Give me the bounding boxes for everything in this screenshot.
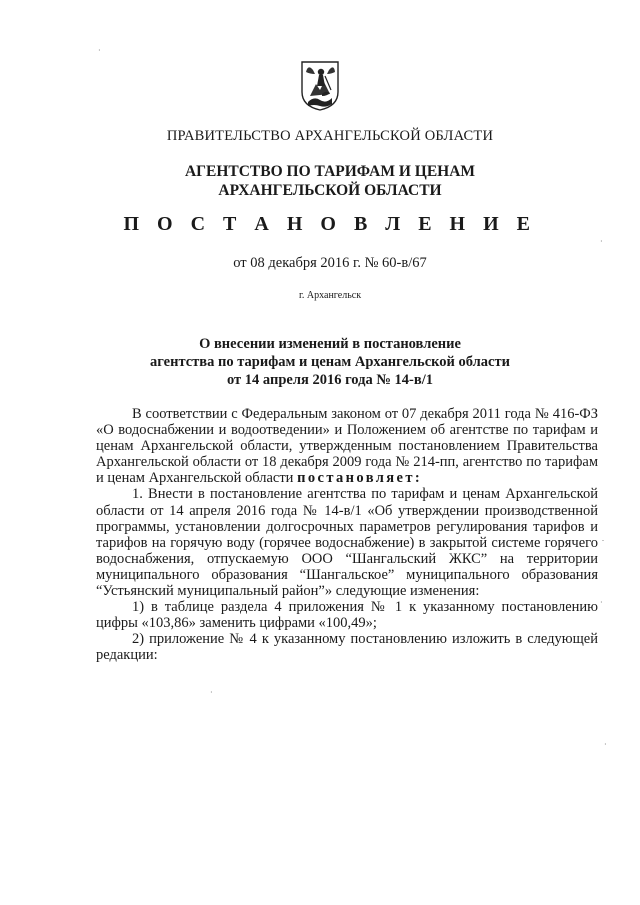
body-paragraph-preamble [96, 406, 598, 486]
scan-speck: . [602, 534, 604, 543]
body-paragraph-item-1: 1. Внести в постановление агентства по тарифам и ценам Архангельской области от 14 апреля 2016 года № 14-в/1 «Об утверждении производственной программы, установлении долгосрочных параметров регулирования тарифов и тарифов на горячую воду (горячее водоснабжение) в закрытой системе горячего водоснабжения, отпускаемую ООО “Шангальский ЖКС” на территории муниципального образования “Шангальское” муниципального образования “Устьянский муниципальный район”» следующие изменения: [96, 486, 598, 600]
subject-line1: О внесении изменений в постановление [199, 336, 461, 352]
subject-line3: от 14 апреля 2016 года № 14-в/1 [227, 372, 433, 388]
government-name: ПРАВИТЕЛЬСТВО АРХАНГЕЛЬСКОЙ ОБЛАСТИ [166, 128, 494, 144]
decree-word: постановляет: [297, 470, 423, 487]
scan-speck: · [600, 237, 603, 246]
agency-name [60, 162, 600, 200]
document-city: г. Архангельск [298, 290, 362, 301]
subject-line2: агентства по тарифам и ценам Архангельской области [150, 354, 510, 370]
document-subject [60, 335, 600, 389]
document-type-title: П О С Т А Н О В Л Е Н И Е [123, 213, 537, 235]
body-paragraph-subitem-2: 2) приложение № 4 к указанному постановлению изложить в следующей редакции: [96, 631, 598, 664]
scan-speck: · [210, 688, 213, 697]
body-paragraph-subitem-1: 1) в таблице раздела 4 приложения № 1 к указанному постановлению цифры «103,86» заменить цифрами «100,49»; [96, 599, 598, 632]
document-date-number: от 08 декабря 2016 г. № 60-в/67 [233, 255, 427, 271]
preamble-text: В соответствии с Федеральным законом от 07 декабря 2011 года № 416-ФЗ «О водоснабжении и водоотведении» и Положением об агентстве по тарифам и ценам Архангельской области, утвержденным постановлением Правительства Архангельской области от 18 декабря 2009 года № 214-пп, агентство по тарифам и ценам Архангельской области [96, 406, 598, 487]
agency-name-line1: АГЕНТСТВО ПО ТАРИФАМ И ЦЕНАМ [184, 163, 476, 180]
document-body [96, 406, 598, 664]
scan-speck: · [604, 740, 607, 749]
scan-speck: · [98, 46, 101, 55]
scan-speck: · [600, 598, 603, 607]
coat-of-arms-icon [300, 60, 340, 112]
agency-name-line2: АРХАНГЕЛЬСКОЙ ОБЛАСТИ [218, 182, 442, 199]
